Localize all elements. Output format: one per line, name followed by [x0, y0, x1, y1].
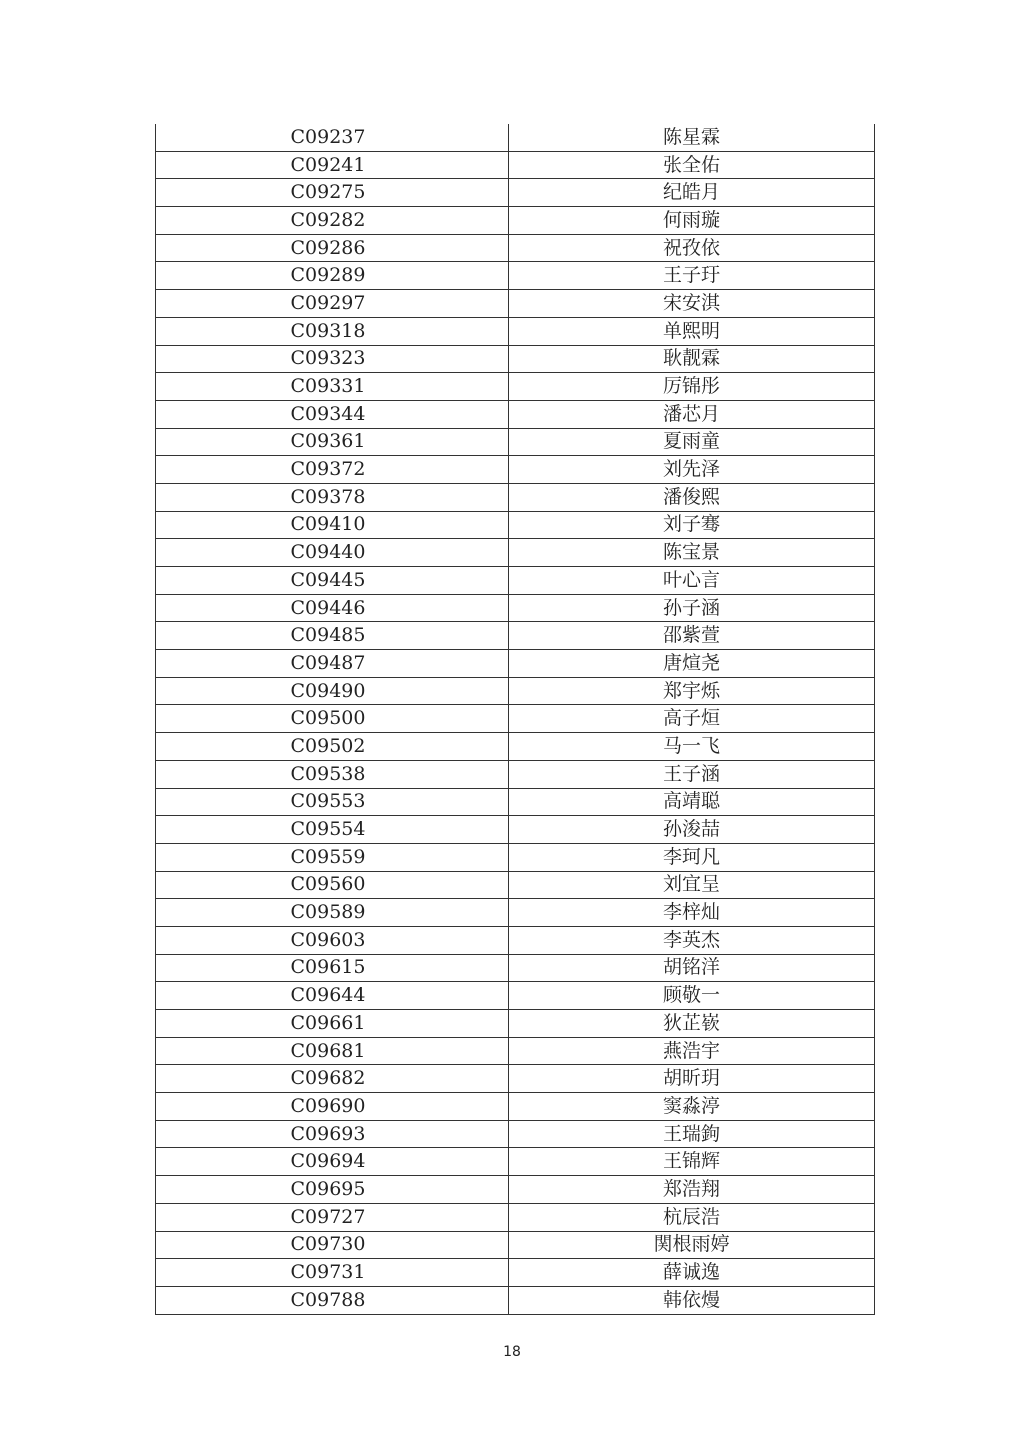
- student-id-cell: [156, 317, 509, 345]
- student-id-cell: [156, 1286, 509, 1314]
- student-name: 窦淼渟: [662, 1094, 720, 1117]
- student-id-cell: [156, 1176, 509, 1204]
- student-name-cell: [509, 1286, 875, 1314]
- student-id: C09695: [290, 1177, 366, 1200]
- table-row: [156, 511, 875, 539]
- student-id-cell: [156, 262, 509, 290]
- student-id-cell: [156, 650, 509, 678]
- student-id: C09788: [290, 1288, 366, 1311]
- student-id-cell: [156, 594, 509, 622]
- student-name-cell: [509, 1093, 875, 1121]
- table-row: [156, 982, 875, 1010]
- table-row: [156, 1148, 875, 1176]
- student-name: 潘俊熙: [662, 485, 720, 508]
- student-name-cell: [509, 843, 875, 871]
- student-id: C09589: [290, 901, 366, 924]
- table-row: [156, 677, 875, 705]
- table-row: [156, 788, 875, 816]
- student-name-cell: [509, 982, 875, 1010]
- student-name-cell: [509, 1148, 875, 1176]
- student-id: C09694: [290, 1150, 366, 1173]
- student-id: C09644: [290, 984, 366, 1007]
- table-row: [156, 899, 875, 927]
- student-name: 刘子骞: [662, 513, 720, 536]
- student-id-cell: [156, 124, 509, 151]
- student-name: 叶心言: [662, 568, 720, 591]
- student-id-cell: [156, 539, 509, 567]
- student-name: 夏雨童: [662, 430, 720, 453]
- student-id: C09286: [290, 236, 366, 259]
- student-id-cell: [156, 899, 509, 927]
- table-row: [156, 207, 875, 235]
- student-name-cell: [509, 705, 875, 733]
- student-id: C09446: [290, 596, 366, 619]
- student-id-cell: [156, 234, 509, 262]
- student-name: 郑宇烁: [662, 679, 720, 702]
- student-name-cell: [509, 207, 875, 235]
- student-name-cell: [509, 290, 875, 318]
- student-name: 张全佑: [662, 153, 720, 176]
- student-id-cell: [156, 1231, 509, 1259]
- student-name: 李梓灿: [662, 901, 720, 924]
- student-id: C09727: [290, 1205, 366, 1228]
- student-id: C09275: [290, 181, 366, 204]
- table-row: [156, 705, 875, 733]
- student-name-cell: [509, 456, 875, 484]
- student-id: C09490: [290, 679, 366, 702]
- student-id-cell: [156, 1093, 509, 1121]
- table-row: [156, 428, 875, 456]
- table-row: [156, 234, 875, 262]
- student-id: C09445: [290, 568, 366, 591]
- student-id: C09538: [290, 762, 366, 785]
- table-row: [156, 816, 875, 844]
- student-name: 孙子涵: [662, 596, 720, 619]
- student-name-cell: [509, 179, 875, 207]
- student-id: C09372: [290, 458, 366, 481]
- student-name: 胡铭洋: [662, 956, 720, 979]
- student-name: 高子烜: [662, 707, 720, 730]
- student-id: C09681: [290, 1039, 366, 1062]
- student-name-cell: [509, 317, 875, 345]
- student-id-cell: [156, 788, 509, 816]
- student-id-cell: [156, 400, 509, 428]
- page-number: 18: [503, 1344, 521, 1360]
- student-name: 单熙明: [662, 319, 720, 342]
- student-id: C09297: [290, 291, 366, 314]
- student-id-cell: [156, 511, 509, 539]
- student-id-cell: [156, 843, 509, 871]
- student-id: C09731: [290, 1261, 366, 1284]
- student-id: C09500: [290, 707, 366, 730]
- student-id: C09344: [290, 402, 366, 425]
- student-name: 邵紫萱: [662, 624, 720, 647]
- roster-table: [155, 124, 875, 1315]
- student-id: C09560: [290, 873, 366, 896]
- student-id: C09690: [290, 1094, 366, 1117]
- student-name-cell: [509, 151, 875, 179]
- student-name: 李英杰: [662, 928, 720, 951]
- student-id-cell: [156, 622, 509, 650]
- student-id: C09487: [290, 651, 366, 674]
- student-id: C09241: [290, 153, 366, 176]
- student-name: 耿靓霖: [662, 347, 720, 370]
- student-id-cell: [156, 290, 509, 318]
- student-name: 杭辰浩: [662, 1205, 720, 1228]
- table-row: [156, 926, 875, 954]
- table-row: [156, 317, 875, 345]
- student-name: 纪皓月: [662, 181, 720, 204]
- table-row: [156, 871, 875, 899]
- table-row: [156, 650, 875, 678]
- student-id-cell: [156, 760, 509, 788]
- student-name-cell: [509, 594, 875, 622]
- student-name-cell: [509, 871, 875, 899]
- student-id: C09282: [290, 208, 366, 231]
- student-id-cell: [156, 705, 509, 733]
- student-name: 王子涵: [662, 762, 720, 785]
- student-name-cell: [509, 733, 875, 761]
- table-row: [156, 345, 875, 373]
- student-id-cell: [156, 483, 509, 511]
- student-name-cell: [509, 816, 875, 844]
- table-row: [156, 1037, 875, 1065]
- student-name-cell: [509, 954, 875, 982]
- student-id: C09361: [290, 430, 366, 453]
- table-row: [156, 843, 875, 871]
- student-name: 李珂凡: [662, 845, 720, 868]
- student-name: 王子玗: [662, 264, 720, 287]
- table-row: [156, 1231, 875, 1259]
- table-row: [156, 1120, 875, 1148]
- student-id-cell: [156, 982, 509, 1010]
- student-name-cell: [509, 262, 875, 290]
- student-name: 陈宝景: [662, 541, 720, 564]
- student-id-cell: [156, 1148, 509, 1176]
- student-name: 顾敬一: [662, 984, 720, 1007]
- student-id-cell: [156, 207, 509, 235]
- table-row: [156, 1203, 875, 1231]
- student-id: C09410: [290, 513, 366, 536]
- student-name-cell: [509, 428, 875, 456]
- student-id: C09559: [290, 845, 366, 868]
- student-name: 狄芷嵚: [662, 1011, 720, 1034]
- student-id-cell: [156, 1065, 509, 1093]
- student-name-cell: [509, 899, 875, 927]
- student-name-cell: [509, 1259, 875, 1287]
- student-name: 王锦辉: [662, 1150, 720, 1173]
- student-name: 刘先泽: [662, 458, 720, 481]
- student-name-cell: [509, 400, 875, 428]
- student-name-cell: [509, 1010, 875, 1038]
- student-name-cell: [509, 483, 875, 511]
- student-id-cell: [156, 179, 509, 207]
- student-name-cell: [509, 1120, 875, 1148]
- student-id-cell: [156, 456, 509, 484]
- table-row: [156, 1176, 875, 1204]
- student-name-cell: [509, 1203, 875, 1231]
- student-name-cell: [509, 926, 875, 954]
- student-name: 潘芯月: [662, 402, 720, 425]
- student-name: 祝孜依: [662, 236, 720, 259]
- student-id: C09554: [290, 818, 366, 841]
- student-id-cell: [156, 1120, 509, 1148]
- student-name: 马一飞: [662, 734, 720, 757]
- student-id: C09682: [290, 1067, 366, 1090]
- table-row: [156, 1065, 875, 1093]
- table-row: [156, 1286, 875, 1314]
- student-id-cell: [156, 816, 509, 844]
- student-name: 胡昕玥: [662, 1067, 720, 1090]
- table-row: [156, 290, 875, 318]
- table-row: [156, 262, 875, 290]
- student-id-cell: [156, 954, 509, 982]
- student-name-cell: [509, 1065, 875, 1093]
- table-row: [156, 1093, 875, 1121]
- student-id-cell: [156, 428, 509, 456]
- table-row: [156, 456, 875, 484]
- table-row: [156, 594, 875, 622]
- table-row: [156, 733, 875, 761]
- roster-table-body: [156, 124, 875, 1314]
- student-name: 孙浚喆: [662, 818, 720, 841]
- student-name-cell: [509, 373, 875, 401]
- student-name: 郑浩翔: [662, 1177, 720, 1200]
- student-id: C09730: [290, 1233, 366, 1256]
- student-name: 韩依熳: [662, 1288, 720, 1311]
- student-name-cell: [509, 567, 875, 595]
- student-name: 燕浩宇: [662, 1039, 720, 1062]
- student-name: 関根雨婷: [653, 1233, 730, 1256]
- student-id: C09318: [290, 319, 366, 342]
- table-row: [156, 179, 875, 207]
- student-id-cell: [156, 1259, 509, 1287]
- table-row: [156, 483, 875, 511]
- student-name: 高靖聪: [662, 790, 720, 813]
- student-name-cell: [509, 511, 875, 539]
- student-name-cell: [509, 124, 875, 151]
- student-name-cell: [509, 677, 875, 705]
- student-id-cell: [156, 733, 509, 761]
- student-name: 薛诚逸: [662, 1261, 720, 1284]
- table-row: [156, 151, 875, 179]
- table-row: [156, 1259, 875, 1287]
- table-row: [156, 622, 875, 650]
- student-name: 厉锦彤: [662, 375, 720, 398]
- student-id: C09378: [290, 485, 366, 508]
- student-id-cell: [156, 926, 509, 954]
- student-id: C09603: [290, 928, 366, 951]
- table-row: [156, 539, 875, 567]
- student-name: 刘宜呈: [662, 873, 720, 896]
- student-name-cell: [509, 760, 875, 788]
- student-id: C09331: [290, 375, 366, 398]
- student-id: C09485: [290, 624, 366, 647]
- student-name-cell: [509, 1176, 875, 1204]
- student-id-cell: [156, 567, 509, 595]
- student-name-cell: [509, 234, 875, 262]
- student-name-cell: [509, 788, 875, 816]
- student-id: C09440: [290, 541, 366, 564]
- student-id-cell: [156, 345, 509, 373]
- student-id-cell: [156, 373, 509, 401]
- student-id-cell: [156, 1203, 509, 1231]
- student-id: C09502: [290, 734, 366, 757]
- student-name-cell: [509, 622, 875, 650]
- student-id: C09553: [290, 790, 366, 813]
- table-row: [156, 373, 875, 401]
- table-row: [156, 954, 875, 982]
- student-name-cell: [509, 345, 875, 373]
- student-name-cell: [509, 1037, 875, 1065]
- student-id-cell: [156, 151, 509, 179]
- student-id-cell: [156, 1010, 509, 1038]
- student-name: 宋安淇: [662, 291, 720, 314]
- student-name-cell: [509, 539, 875, 567]
- table-row: [156, 1010, 875, 1038]
- student-name: 王瑞鉤: [662, 1122, 720, 1145]
- student-id: C09237: [290, 125, 366, 148]
- student-name: 唐煊尧: [662, 651, 720, 674]
- student-id-cell: [156, 1037, 509, 1065]
- student-id: C09661: [290, 1011, 366, 1034]
- table-row: [156, 124, 875, 151]
- table-row: [156, 567, 875, 595]
- student-id: C09615: [290, 956, 366, 979]
- table-row: [156, 400, 875, 428]
- student-id: C09323: [290, 347, 366, 370]
- student-id-cell: [156, 871, 509, 899]
- student-id: C09693: [290, 1122, 366, 1145]
- table-row: [156, 760, 875, 788]
- student-name-cell: [509, 650, 875, 678]
- student-name: 何雨璇: [662, 208, 720, 231]
- student-id-cell: [156, 677, 509, 705]
- student-name-cell: [509, 1231, 875, 1259]
- student-id: C09289: [290, 264, 366, 287]
- student-name: 陈星霖: [662, 125, 720, 148]
